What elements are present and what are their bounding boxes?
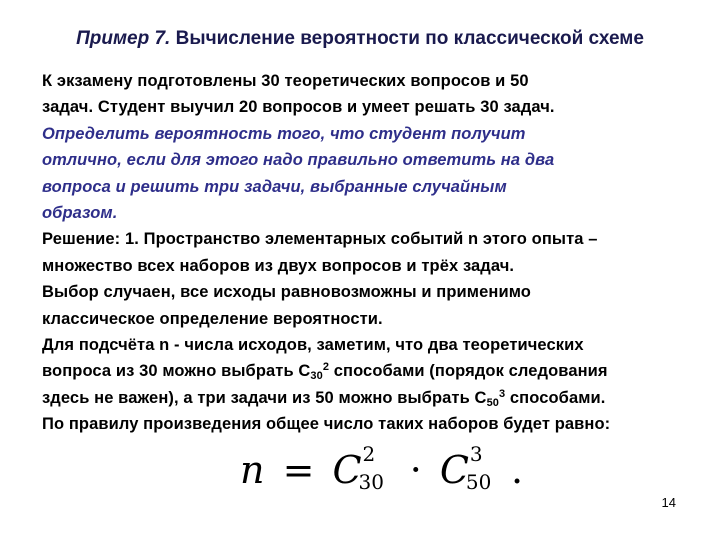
formula-dot: · bbox=[409, 448, 422, 492]
solution-line-2: множество всех наборов из двух вопросов и трёх задач. bbox=[42, 256, 515, 275]
formula bbox=[240, 442, 524, 494]
slide-body bbox=[42, 68, 702, 438]
solution-line-5: Для подсчёта n - числа исходов, заметим, что два теоретических bbox=[42, 336, 584, 355]
formula-combination-1 bbox=[332, 442, 392, 494]
formula-equals: = bbox=[282, 448, 315, 492]
question-line-2: отлично, если для этого надо правильно ответить на два bbox=[42, 151, 555, 170]
formula-c2-sup: 3 bbox=[469, 442, 483, 466]
combination-sub-50: 50 bbox=[486, 396, 499, 409]
formula-end: . bbox=[511, 448, 524, 492]
title-text: Вычисление вероятности по классической схеме bbox=[175, 28, 644, 49]
solution-line-7-start: здесь не важен), а три задачи из 50 можно выбрать С bbox=[42, 388, 487, 407]
problem-line-1: К экзамену подготовлены 30 теоретических вопросов и 50 bbox=[42, 72, 529, 90]
combination-sup-3: 3 bbox=[499, 387, 506, 400]
formula-c2-sub: 50 bbox=[465, 470, 492, 494]
solution-line-7-end: способами. bbox=[505, 388, 606, 407]
solution-line-6-end: способами (порядок следования bbox=[329, 362, 608, 381]
combination-sup-2: 2 bbox=[322, 361, 330, 374]
formula-c1-sup: 2 bbox=[362, 442, 376, 466]
formula-lhs: n bbox=[240, 448, 265, 492]
solution-line-4: классическое определение вероятности. bbox=[42, 309, 383, 328]
page-number: 14 bbox=[661, 495, 676, 510]
formula-c1: C bbox=[332, 448, 362, 492]
formula-c2: C bbox=[439, 448, 469, 492]
solution-line-6-start: вопроса из 30 можно выбрать С bbox=[42, 362, 311, 381]
slide-title bbox=[0, 28, 720, 50]
solution-line-8: По правилу произведения общее число таких наборов будет равно: bbox=[42, 415, 611, 434]
question-line-4: образом. bbox=[42, 204, 118, 223]
formula-combination-2 bbox=[439, 442, 499, 494]
solution-line-3: Выбор случаен, все исходы равновозможны и применимо bbox=[42, 283, 531, 302]
solution-line-6 bbox=[42, 358, 702, 384]
combination-sub-30: 30 bbox=[310, 370, 323, 383]
formula-c1-sub: 30 bbox=[358, 470, 384, 494]
solution-line-1: Решение: 1. Пространство элементарных событий n этого опыта – bbox=[42, 230, 598, 249]
title-prefix: Пример 7. bbox=[76, 28, 171, 49]
question-line-1: Определить вероятность того, что студент получит bbox=[42, 124, 526, 143]
solution-line-7 bbox=[42, 385, 702, 411]
problem-line-2: задач. Студент выучил 20 вопросов и умеет решать 30 задач. bbox=[42, 98, 555, 117]
question-line-3: вопроса и решить три задачи, выбранные случайным bbox=[42, 177, 507, 196]
